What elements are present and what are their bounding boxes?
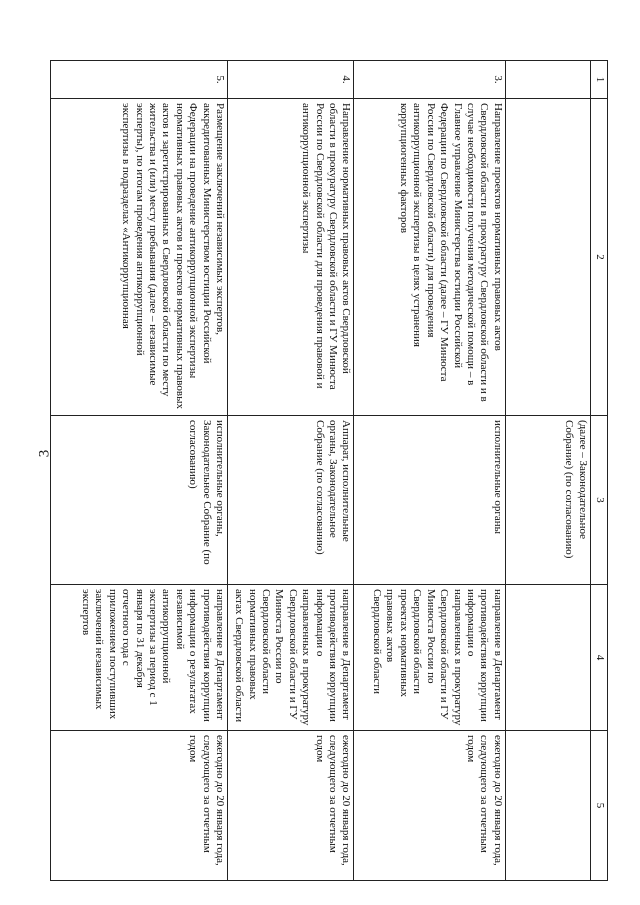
header-cell-3: 3 (590, 416, 607, 585)
cell-empty (505, 61, 590, 99)
cell-deadline: ежегодно до 20 января года, следующего за отчетным годом (227, 731, 353, 881)
header-cell-2: 2 (590, 99, 607, 416)
header-cell-5: 5 (590, 731, 607, 881)
cell-measure: Размещение заключений независимых экспертов, аккредитованных Министерством юстиции Российской Федерации на проведение антикоррупционной экспертизы нормативных правовых актов и проектов нормативных правовых актов и зарегистрированных в Свердловской области по месту жительства и (или) месту пребывания (далее – независимые эксперты), по итогам проведения антикоррупционной экспертизы в подразделах «Антикоррупционная (51, 99, 228, 416)
cell-result: направление в Департамент противодействия коррупции информации о направленных в прокуратуру Свердловской области и ГУ Минюста России по Свердловской области нормативных правовых актах Свердловской области (227, 585, 353, 731)
table-row (51, 61, 228, 881)
table-rotated-wrapper (50, 60, 608, 880)
table-row (354, 61, 505, 881)
cell-number: 3. (354, 61, 505, 99)
header-cell-1: 1 (590, 61, 607, 99)
cell-measure: Направление нормативных правовых актов Свердловской области в прокуратуру Свердловской области и ГУ Минюста России по Свердловской области для проведения правовой и антикоррупционной экспертизы (227, 99, 353, 416)
header-cell-4: 4 (590, 585, 607, 731)
cell-executors: исполнительные органы, Законодательное Собрание (по согласованию) (51, 416, 228, 585)
cell-executors: исполнительные органы (354, 416, 505, 585)
cell-executors: Аппарат, исполнительные органы, Законодательное Собрание (по согласованию) (227, 416, 353, 585)
table-row (227, 61, 353, 881)
cell-executors: (далее – Законодательное Собрание) (по согласованию) (505, 416, 590, 585)
cell-result: направление в Департамент противодействия коррупции информации о результатах независимой антикоррупционной экспертизы за период с 1 января по 31 декабря отчетного года с приложением поступивших заключений независимых экспертов (51, 585, 228, 731)
cell-deadline: ежегодно до 20 января года, следующего за отчетным годом (354, 731, 505, 881)
cell-empty (505, 731, 590, 881)
cell-result: направление в Департамент противодействия коррупции информации о направленных в прокуратуру Свердловской области и ГУ Минюста России по Свердловской области проектах нормативных правовых актов Свердловской области (354, 585, 505, 731)
measures-table (50, 60, 608, 881)
document-sheet (50, 60, 608, 880)
cell-number: 4. (227, 61, 353, 99)
cell-number: 5. (51, 61, 228, 99)
cell-empty (505, 99, 590, 416)
cell-empty (505, 585, 590, 731)
cell-measure: Направление проектов нормативных правовых актов Свердловской области в прокуратуру Свердловской области и в случае необходимости получения методической помощи – в Главное управление Министерства юстиции Российской Федерации по Свердловской области (далее – ГУ Минюста России по Свердловской области) для проведения антикоррупционной экспертизы в целях устранения коррупциогенных факторов (354, 99, 505, 416)
table-row-continuation (505, 61, 590, 881)
page-number: 3 (36, 449, 53, 458)
cell-deadline: ежегодно до 20 января года, следующего за отчетным годом (51, 731, 228, 881)
header-row (590, 61, 607, 881)
